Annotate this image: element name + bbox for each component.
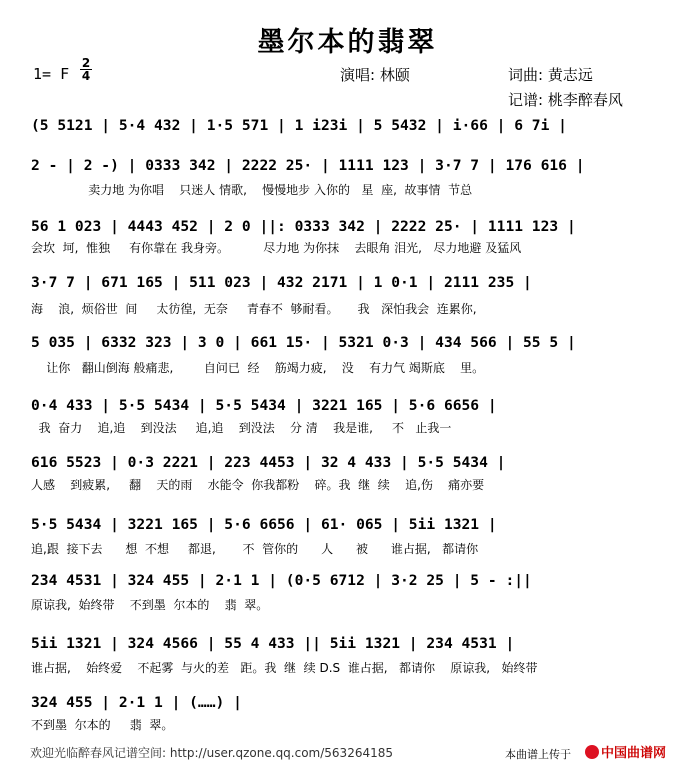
- lyric-row: 我 奋力 追,追 到没法 追,追 到没法 分 清 我是谁, 不 止我一: [31, 421, 452, 435]
- lyric-row: 谁占据, 始终爱 不起雾 与火的差 距。我 继 续 D.S 谁占据, 都请你 原谅我, 始终带: [31, 661, 538, 675]
- notation-row: 3·7 7 | 671 165 | 511 023 | 432 2171 | 1 0·1 | 2111 235 |: [31, 274, 532, 291]
- lyric-row: 让你 翻山倒海 般痛悲, 自问已 经 筋竭力疲, 没 有力气 竭斯底 里。: [31, 361, 485, 375]
- logo-icon: [585, 745, 599, 759]
- notation-row: 234 4531 | 324 455 | 2·1 1 | (0·5 6712 | 3·2 25 | 5 - :||: [31, 572, 532, 589]
- lyric-row: 海 浪, 烦俗世 间 太彷徨, 无奈 青春不 够耐看。 我 深怕我会 连累你,: [31, 302, 477, 316]
- notation-row: 2 - | 2 -) | 0333 342 | 2222 25· | 1111 123 | 3·7 7 | 176 616 |: [31, 157, 585, 174]
- notation-row: 324 455 | 2·1 1 | (……) |: [31, 694, 242, 711]
- footer-link-text: 欢迎光临醉春风记谱空间: http://user.qzone.qq.com/563264185: [30, 746, 394, 760]
- upload-note: 本曲谱上传于: [505, 748, 571, 761]
- lyric-row: 会坎 坷, 惟独 有你靠在 我身旁。 尽力地 为你抹 去眼角 泪光, 尽力地避 及猛风: [31, 241, 522, 255]
- time-signature: [80, 57, 92, 82]
- lyric-row: 原谅我, 始终带 不到墨 尔本的 翡 翠。: [31, 598, 269, 612]
- logo-text: 中国曲谱网: [601, 746, 667, 761]
- notation-row: (5 5121 | 5·4 432 | 1·5 571 | 1 i23i | 5 5432 | i·66 | 6 7i |: [31, 117, 567, 134]
- site-logo: [585, 742, 666, 761]
- lyricist-credit: 词曲: 黄志远: [508, 66, 593, 84]
- notation-row: 5 035 | 6332 323 | 3 0 | 661 15· | 5321 0·3 | 434 566 | 55 5 |: [31, 334, 576, 351]
- lyric-row: 不到墨 尔本的 翡 翠。: [31, 718, 174, 732]
- time-signature-bottom: 4: [81, 69, 91, 83]
- lyric-row: 人感 到疲累, 翻 天的雨 水能令 你我都粉 碎。我 继 续 追,伤 痛亦要: [31, 478, 485, 492]
- singer-credit: 演唱: 林颐: [340, 66, 410, 84]
- notation-row: 5·5 5434 | 3221 165 | 5·6 6656 | 61· 065 | 5ii 1321 |: [31, 516, 497, 533]
- lyric-row: [31, 140, 671, 156]
- lyric-row: 追,跟 接下去 想 不想 都退, 不 管你的 人 被 谁占据, 都请你: [31, 542, 479, 556]
- time-signature-top: 2: [81, 56, 91, 70]
- transcriber-credit: 记谱: 桃李醉春风: [508, 91, 623, 109]
- notation-row: 616 5523 | 0·3 2221 | 223 4453 | 32 4 433 | 5·5 5434 |: [31, 454, 506, 471]
- song-title: 墨尔本的翡翠: [257, 27, 438, 58]
- key-signature: 1= F: [33, 65, 70, 83]
- notation-row: 56 1 023 | 4443 452 | 2 0 ||: 0333 342 | 2222 25· | 1111 123 |: [31, 218, 576, 235]
- lyric-row: 卖力地 为你唱 只迷人 情歌, 慢慢地步 入你的 星 座, 故事情 节总: [31, 183, 473, 197]
- notation-row: 5ii 1321 | 324 4566 | 55 4 433 || 5ii 1321 | 234 4531 |: [31, 635, 515, 652]
- notation-row: 0·4 433 | 5·5 5434 | 5·5 5434 | 3221 165 | 5·6 6656 |: [31, 397, 497, 414]
